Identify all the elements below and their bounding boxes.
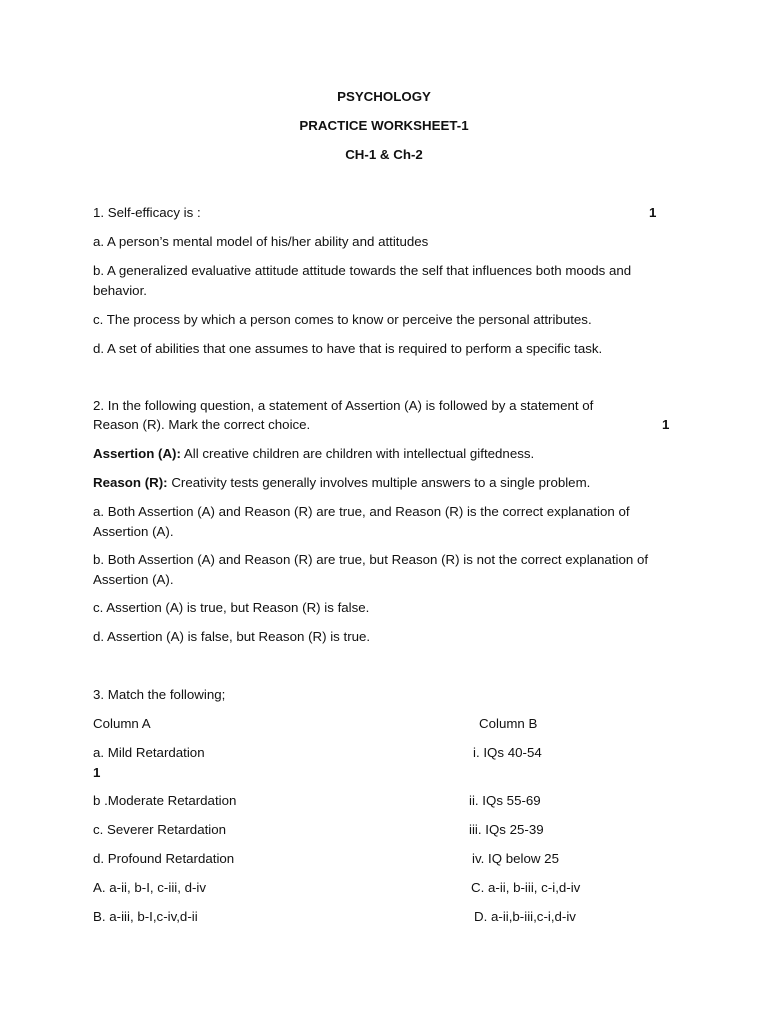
- q1-option-a: a. A person’s mental model of his/her ability and attitudes: [93, 234, 429, 249]
- match-row-a-right: i. IQs 40-54: [473, 745, 542, 760]
- worksheet-chapters: CH-1 & Ch-2: [345, 147, 423, 162]
- match-row-c-right: iii. IQs 25-39: [469, 822, 544, 837]
- q2-marks: 1: [662, 417, 670, 432]
- q2-assertion: [93, 444, 534, 463]
- q3-marks: 1: [93, 765, 101, 780]
- match-row-d-left: d. Profound Retardation: [93, 851, 235, 866]
- q2-option-c: c. Assertion (A) is true, but Reason (R) is false.: [93, 600, 370, 615]
- column-a-header: Column A: [93, 716, 151, 731]
- q2-option-b: b. Both Assertion (A) and Reason (R) are true, but Reason (R) is not the correct explanation of Assertion (A).: [93, 552, 649, 587]
- q2-option-d: d. Assertion (A) is false, but Reason (R) is true.: [93, 629, 371, 644]
- match-row-a-left: a. Mild Retardation: [93, 745, 205, 760]
- q3-stem: 3. Match the following;: [93, 687, 226, 702]
- q3-option-B: B. a-iii, b-I,c-iv,d-ii: [93, 909, 198, 924]
- worksheet-subject: PSYCHOLOGY: [337, 89, 431, 104]
- q1-stem: 1. Self-efficacy is :: [93, 205, 201, 220]
- q1-marks: 1: [649, 205, 657, 220]
- match-row-c-left: c. Severer Retardation: [93, 822, 227, 837]
- q3-option-A: A. a-ii, b-I, c-iii, d-iv: [93, 880, 207, 895]
- q3-option-D: D. a-ii,b-iii,c-i,d-iv: [474, 909, 576, 924]
- assertion-text: All creative children are children with intellectual giftedness.: [180, 446, 535, 461]
- q1-option-c: c. The process by which a person comes to know or perceive the personal attributes.: [93, 312, 592, 327]
- q3-option-C: C. a-ii, b-iii, c-i,d-iv: [471, 880, 581, 895]
- match-row-b-left: b .Moderate Retardation: [93, 793, 237, 808]
- q2-stem-line1: 2. In the following question, a statement of Assertion (A) is followed by a statement of: [93, 398, 594, 413]
- assertion-label: Assertion (A):: [93, 446, 181, 461]
- q1-option-b: b. A generalized evaluative attitude attitude towards the self that influences both moods and behavior.: [93, 263, 632, 298]
- q2-stem-line2: Reason (R). Mark the correct choice.: [93, 417, 311, 432]
- match-row-b-right: ii. IQs 55-69: [469, 793, 541, 808]
- match-row-d-right: iv. IQ below 25: [472, 851, 559, 866]
- worksheet-title: PRACTICE WORKSHEET-1: [299, 118, 469, 133]
- q2-reason: [93, 473, 590, 492]
- reason-label: Reason (R):: [93, 475, 168, 490]
- column-b-header: Column B: [479, 716, 538, 731]
- q1-option-d: d. A set of abilities that one assumes to have that is required to perform a specific task.: [93, 341, 603, 356]
- reason-text: Creativity tests generally involves multiple answers to a single problem.: [167, 475, 591, 490]
- q2-option-a: a. Both Assertion (A) and Reason (R) are true, and Reason (R) is the correct explanation of Assertion (A).: [93, 504, 630, 539]
